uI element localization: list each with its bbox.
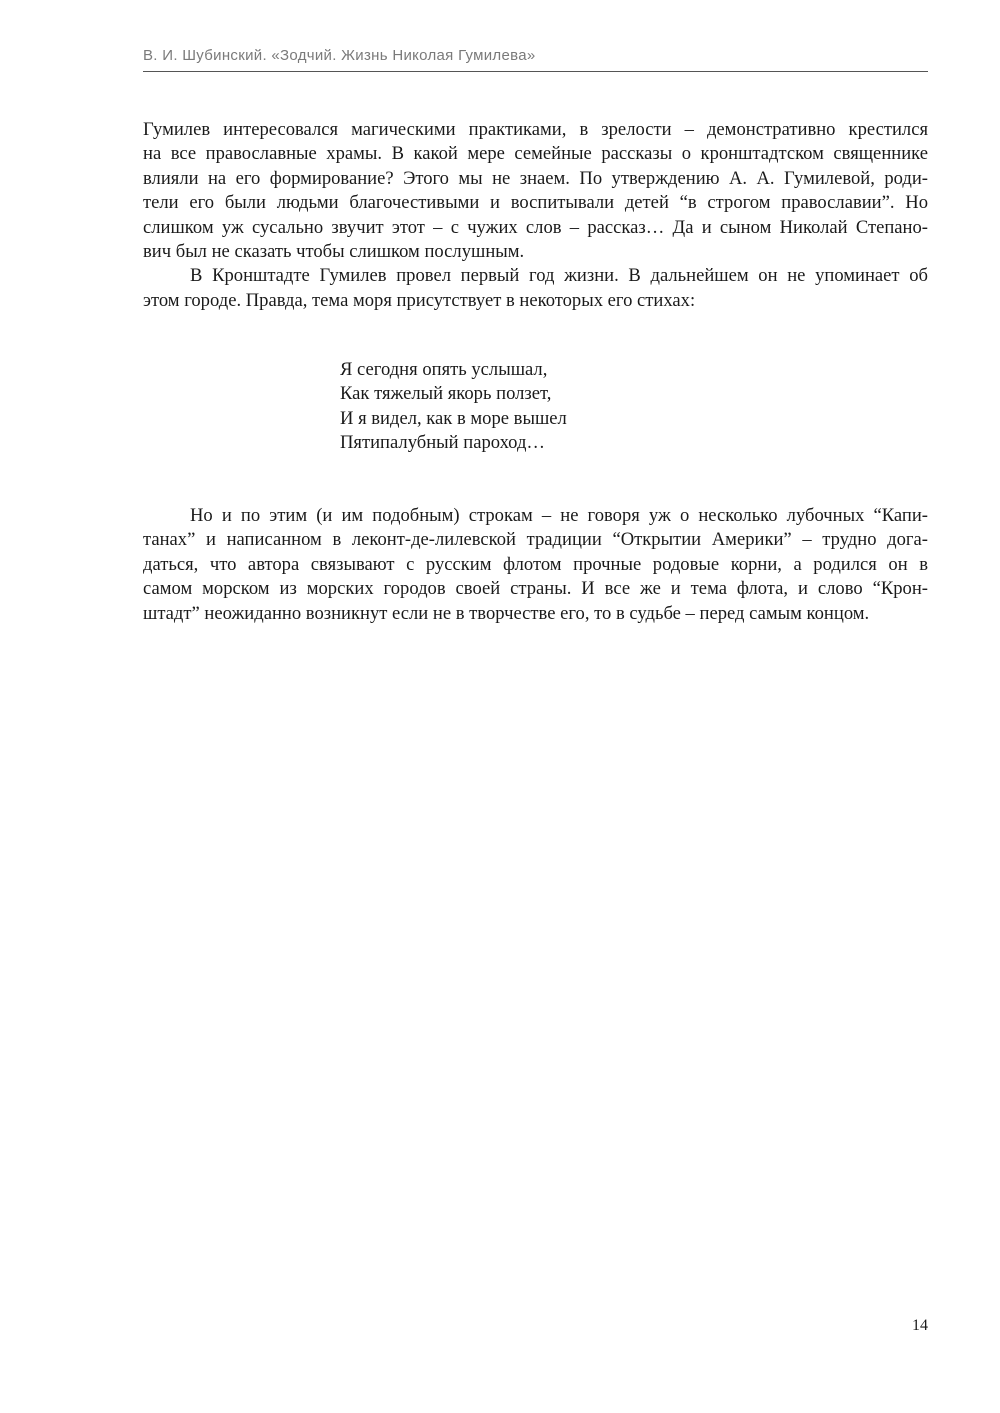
poem-line: Как тяжелый якорь ползет, <box>340 383 552 405</box>
body-text-top <box>143 118 928 313</box>
body-text-bottom <box>143 504 928 626</box>
running-header: В. И. Шубинский. «Зодчий. Жизнь Николая Гумилева» <box>143 47 536 64</box>
poem-line: Я сегодня опять услышал, <box>340 359 548 380</box>
poem-quote <box>340 358 567 456</box>
poem-line: И я видел, как в море вышел <box>340 407 567 429</box>
paragraph-2-line: этом городе. Правда, тема моря присутствует в некоторых его стихах: <box>143 289 696 311</box>
paragraph-3-line: штадт” неожиданно возникнут если не в творчестве его, то в судьбе – перед самым концом. <box>143 602 870 624</box>
poem-line: Пятипалубный пароход… <box>340 432 545 454</box>
paragraph-1 <box>143 118 928 264</box>
paragraph-1-line: вич был не сказать чтобы слишком послушным. <box>143 241 525 263</box>
paragraph-3-line: самом морском из морских городов своей страны. И все же и тема флота, и слово “Крон- <box>143 578 928 600</box>
paragraph-3 <box>143 504 928 626</box>
paragraph-1-line: Гумилев интересовался магическими практиками, в зрелости – демонстративно крестился <box>143 119 928 140</box>
paragraph-1-line: на все православные храмы. В какой мере семейные рассказы о кронштадтском священнике <box>143 143 928 165</box>
paragraph-3-line: танах” и написанном в леконт-де-лилевской традиции “Открытии Америки” – трудно дога- <box>143 529 928 551</box>
paragraph-2 <box>143 264 928 313</box>
paragraph-1-line: тели его были людьми благочестивыми и воспитывали детей “в строгом православии”. Но <box>143 192 928 214</box>
header-rule <box>143 71 928 72</box>
page-number: 14 <box>912 1317 928 1334</box>
paragraph-2-line: В Кронштадте Гумилев провел первый год жизни. В дальнейшем он не упоминает об <box>190 265 928 287</box>
paragraph-1-line: влияли на его формирование? Этого мы не знаем. По утверждению А. А. Гумилевой, роди- <box>143 167 928 189</box>
paragraph-1-line: слишком уж сусально звучит этот – с чужих слов – рассказ… Да и сыном Николай Степано- <box>143 216 928 238</box>
paragraph-3-line: Но и по этим (и им подобным) строкам – не говоря уж о несколько лубочных “Капи- <box>190 505 928 526</box>
paragraph-3-line: даться, что автора связывают с русским флотом прочные родовые корни, а родился он в <box>143 553 928 575</box>
